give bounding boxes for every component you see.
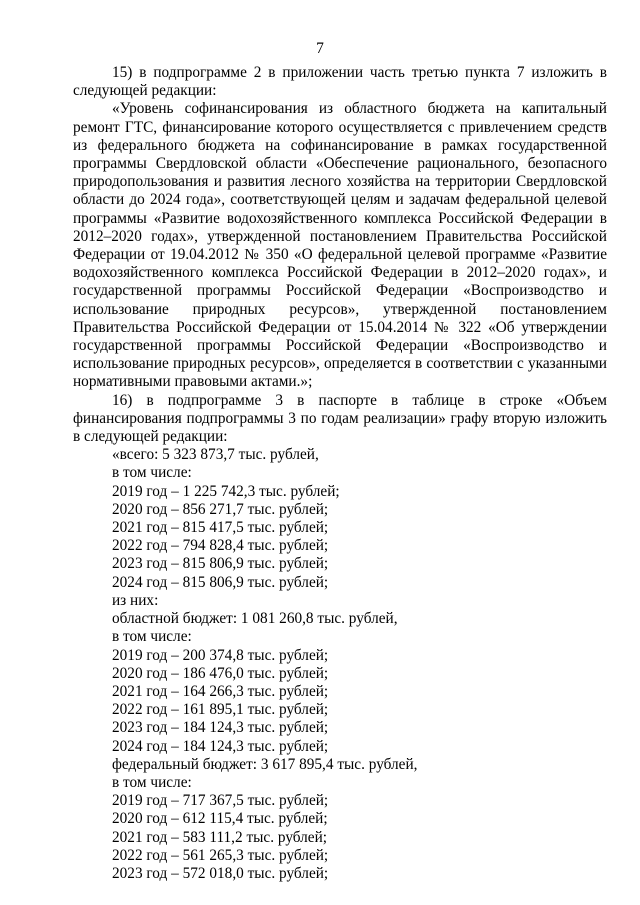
- funding-line: 2023 год – 572 018,0 тыс. рублей;: [112, 864, 329, 882]
- funding-line: 2019 год – 1 225 742,3 тыс. рублей;: [112, 482, 340, 500]
- funding-line: 2021 год – 164 266,3 тыс. рублей;: [112, 682, 329, 700]
- funding-line: областной бюджет: 1 081 260,8 тыс. рублей,: [112, 610, 398, 628]
- funding-line: 2020 год – 186 476,0 тыс. рублей;: [112, 664, 329, 682]
- funding-line: в том числе:: [112, 773, 192, 791]
- funding-line: в том числе:: [112, 628, 192, 646]
- funding-line: 2023 год – 184 124,3 тыс. рублей;: [112, 719, 329, 737]
- funding-line: 2019 год – 200 374,8 тыс. рублей;: [112, 646, 329, 664]
- funding-line: в том числе:: [112, 464, 192, 482]
- funding-line: из них:: [112, 591, 159, 609]
- funding-line: 2019 год – 717 367,5 тыс. рублей;: [112, 792, 329, 810]
- paragraph-item-16: 16) в подпрограмме 3 в паспорте в таблице в строке «Объем финансирования подпрограммы 3 по годам реализации» графу вторую изложить в следующей редакции:: [73, 391, 607, 446]
- funding-line: 2023 год – 815 806,9 тыс. рублей;: [112, 555, 329, 573]
- funding-line: 2024 год – 184 124,3 тыс. рублей;: [112, 737, 329, 755]
- document-body: [73, 64, 607, 883]
- funding-line: федеральный бюджет: 3 617 895,4 тыс. рублей,: [112, 755, 418, 773]
- funding-line: 2022 год – 161 895,1 тыс. рублей;: [112, 701, 329, 719]
- funding-line: 2020 год – 856 271,7 тыс. рублей;: [112, 500, 329, 518]
- funding-line: «всего: 5 323 873,7 тыс. рублей,: [112, 446, 319, 464]
- funding-line: 2022 год – 794 828,4 тыс. рублей;: [112, 537, 329, 555]
- funding-line: 2021 год – 583 111,2 тыс. рублей;: [112, 828, 328, 846]
- paragraph-item-15: 15) в подпрограмме 2 в приложении часть третью пункта 7 изложить в следующей редакции:: [73, 64, 607, 100]
- page-number: 7: [316, 40, 324, 57]
- funding-line: 2024 год – 815 806,9 тыс. рублей;: [112, 573, 329, 591]
- funding-line: 2022 год – 561 265,3 тыс. рублей;: [112, 846, 329, 864]
- funding-line: 2021 год – 815 417,5 тыс. рублей;: [112, 519, 329, 537]
- funding-list: [73, 446, 607, 883]
- paragraph-quote: «Уровень софинансирования из областного бюджета на капитальный ремонт ГТС, финансирование которого осуществляется с привлечением средств из федерального бюджета на софинансирование в рамках государственной программы Свердловской области «Обеспечение рационального, безопасного природопользования и развития лесного хозяйства на территории Свердловской области до 2024 года», соответствующей целям и задачам федеральной целевой программы «Развитие водохозяйственного комплекса Российской Федерации в 2012–2020 годах», утвержденной постановлением Правительства Российской Федерации от 19.04.2012 № 350 «О федеральной целевой программе «Развитие водохозяйственного комплекса Российской Федерации в 2012–2020 годах», и государственной программы Российской Федерации «Воспроизводство и использование природных ресурсов», утвержденной постановлением Правительства Российской Федерации от 15.04.2014 № 322 «Об утверждении государственной программы Российской Федерации «Воспроизводство и использование природных ресурсов», определяется в соответствии с указанными нормативными правовыми актами.»;: [73, 100, 607, 391]
- funding-line: 2020 год – 612 115,4 тыс. рублей;: [112, 810, 328, 828]
